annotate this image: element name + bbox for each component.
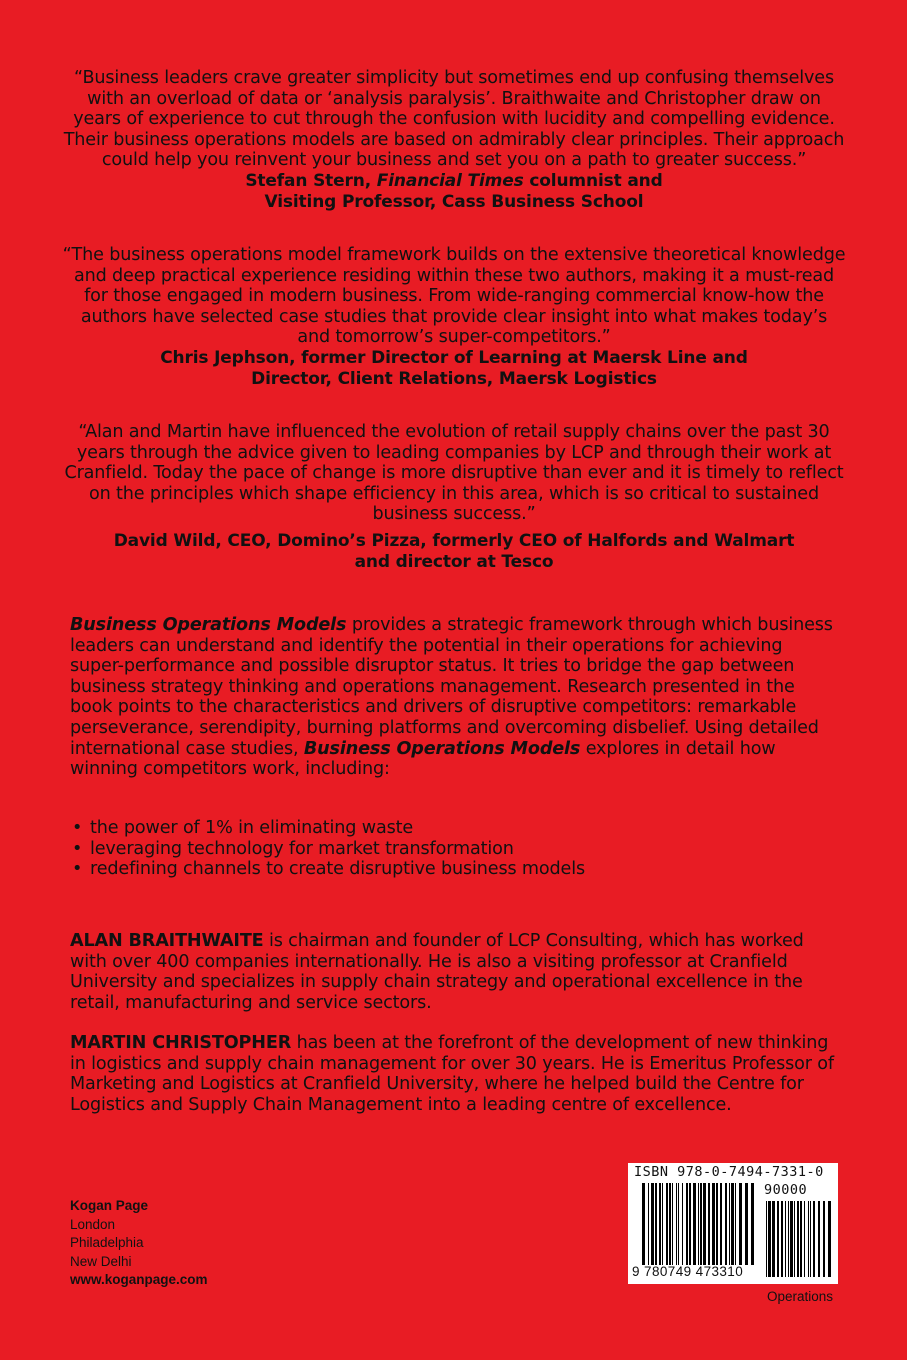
attribution-name: Stefan Stern, [245, 170, 377, 191]
barcode-bar [720, 1183, 722, 1265]
list-item-text: the power of 1% in eliminating waste [90, 818, 414, 838]
barcode-bar [716, 1183, 718, 1265]
barcode-bar [659, 1183, 661, 1265]
list-item-text: leveraging technology for market transformation [90, 838, 514, 859]
barcode-bar [818, 1201, 820, 1277]
attribution-publication: Financial Times [376, 170, 524, 191]
barcode-bar [794, 1201, 795, 1277]
quote-1 [62, 68, 846, 212]
quote-attribution-line2: Visiting Professor, Cass Business School [264, 191, 644, 212]
category-label: Operations [767, 1289, 834, 1304]
barcode-bar [651, 1183, 654, 1265]
quote-attribution: Chris Jephson, former Director of Learning at Maersk Line and [160, 347, 748, 368]
barcode-bar [772, 1201, 775, 1277]
quote-2 [62, 245, 846, 389]
barcode-bar [745, 1183, 748, 1265]
barcode-bars-icon [642, 1183, 756, 1265]
bullet-icon: • [72, 818, 83, 838]
quote-attribution-line2: Director, Client Relations, Maersk Logistics [251, 368, 657, 389]
barcode-addon-bars-icon [766, 1201, 834, 1277]
list-item [70, 839, 585, 860]
quote-attribution-line2: and director at Tesco [354, 551, 554, 572]
barcode-bar [648, 1183, 649, 1265]
barcode-bar [751, 1183, 754, 1265]
barcode-bar [768, 1201, 771, 1277]
barcode-bar [642, 1183, 645, 1265]
barcode-bar [693, 1183, 696, 1265]
isbn-barcode [628, 1163, 838, 1284]
price-code: 90000 [764, 1182, 808, 1198]
publisher-city: London [70, 1216, 116, 1232]
bio-text: is chairman and founder of LCP Consulting, which has worked with over 400 companies internationally. He is also a visiting professor at Cranfield University and specializes in supply chain strategy and operational excellence in the retail, manufacturing and service sectors. [70, 931, 804, 1013]
barcode-bar [813, 1201, 815, 1277]
publisher-city: Philadelphia [70, 1235, 144, 1250]
barcode-bar [698, 1183, 699, 1265]
quote-attribution [62, 171, 846, 192]
barcode-bar [797, 1201, 799, 1277]
bullet-icon: • [72, 838, 83, 859]
barcode-bar [703, 1183, 706, 1265]
barcode-bar [777, 1201, 779, 1277]
publisher-city: New Delhi [70, 1253, 132, 1269]
author-name: ALAN BRAITHWAITE [70, 931, 264, 951]
barcode-bar [678, 1183, 679, 1265]
barcode-bar [712, 1183, 715, 1265]
barcode-bar [823, 1201, 825, 1277]
book-description [70, 615, 840, 780]
barcode-bar [735, 1183, 736, 1265]
barcode-bar [672, 1183, 673, 1265]
barcode-bar [676, 1183, 677, 1265]
barcode-bar [708, 1183, 710, 1265]
author-bio-christopher [70, 1033, 840, 1115]
quote-3 [62, 422, 846, 572]
publisher-website: www.koganpage.com [70, 1272, 208, 1287]
list-item [70, 859, 585, 880]
barcode-bar [686, 1183, 688, 1265]
barcode-bar [788, 1201, 789, 1277]
quote-attribution: David Wild, CEO, Domino’s Pizza, formerly CEO of Halfords and Walmart [113, 530, 795, 551]
barcode-bar [781, 1201, 783, 1277]
quote-text: “Business leaders crave greater simplicity but sometimes end up confusing themselves with an overload of data or ‘analysis paralysis’. Braithwaite and Christopher draw on years of experience to cut through the confusion with lucidity and compelling evidence. Their business operations models are based on admirably clear principles. Their approach could help you reinvent your business and set you on a path to greater success.” [63, 68, 845, 171]
feature-list [70, 818, 585, 880]
author-bio-braithwaite [70, 931, 840, 1013]
barcode-bar [725, 1183, 727, 1265]
barcode-bar [662, 1183, 663, 1265]
list-item [70, 818, 585, 839]
barcode-bar [828, 1201, 831, 1277]
barcode-bar [655, 1183, 657, 1265]
barcode-bar [689, 1183, 691, 1265]
publisher-name: Kogan Page [70, 1198, 149, 1213]
book-title: Business Operations Models [303, 738, 581, 759]
barcode-bar [731, 1183, 734, 1265]
barcode-bar [669, 1183, 671, 1265]
barcode-bar [785, 1201, 786, 1277]
bio-paragraph [70, 931, 840, 1013]
barcode-bar [808, 1201, 809, 1277]
barcode-bar [766, 1201, 767, 1277]
bullet-icon: • [72, 859, 83, 880]
attribution-role: columnist and [523, 170, 663, 191]
quote-text: “Alan and Martin have influenced the evolution of retail supply chains over the past 30 years through the advice given to leading companies by LCP and through their work at Cranfield. Today the pace of change is more disruptive than ever and it is timely to reflect on the principles which shape efficiency in this area, which is so critical to sustained business success.” [64, 422, 844, 525]
list-item-text: redefining channels to create disruptive business models [90, 859, 585, 880]
barcode-digits: 9 780749 473310 [632, 1264, 744, 1279]
description-text: explores in detail how winning competitors work, including: [70, 738, 776, 780]
bio-text: has been at the forefront of the development of new thinking in logistics and supply chain management for over 30 years. He is Emeritus Professor of Marketing and Logistics at Cranfield University, where he helped build the Centre for Logistics and Supply Chain Management into a leading centre of excellence. [70, 1033, 834, 1115]
barcode-bar [800, 1201, 802, 1277]
barcode-bar [790, 1201, 793, 1277]
description-text: provides a strategic framework through which business leaders can understand and identify the potential in their operations for achieving super-performance and possible disruptor status. It tries to bridge the gap between business strategy thinking and operations management. Research presented in the book points to the characteristics and drivers of disruptive competitors: remarkable perseverance, serendipity, burning platforms and overcoming disbelief. Using detailed international case studies, [70, 615, 833, 759]
bio-paragraph [70, 1033, 840, 1115]
barcode-bar [666, 1183, 668, 1265]
author-name: MARTIN CHRISTOPHER [70, 1033, 292, 1053]
barcode-bar [810, 1201, 811, 1277]
barcode-bar [700, 1183, 702, 1265]
barcode-bar [739, 1183, 742, 1265]
quote-text: “The business operations model framework builds on the extensive theoretical knowledge and deep practical experience residing within these two authors, making it a must-read for those engaged in modern business. From wide-ranging commercial know-how the authors have selected case studies that provide clear insight into what makes today’s and tomorrow’s super-competitors.” [62, 245, 846, 348]
barcode-bar [682, 1183, 683, 1265]
description-paragraph [70, 615, 840, 780]
barcode-bar [804, 1201, 805, 1277]
barcode-bar [729, 1183, 730, 1265]
isbn-text: ISBN 978-0-7494-7331-0 [634, 1164, 824, 1180]
book-title: Business Operations Models [70, 615, 347, 635]
publisher-block [70, 1197, 208, 1290]
